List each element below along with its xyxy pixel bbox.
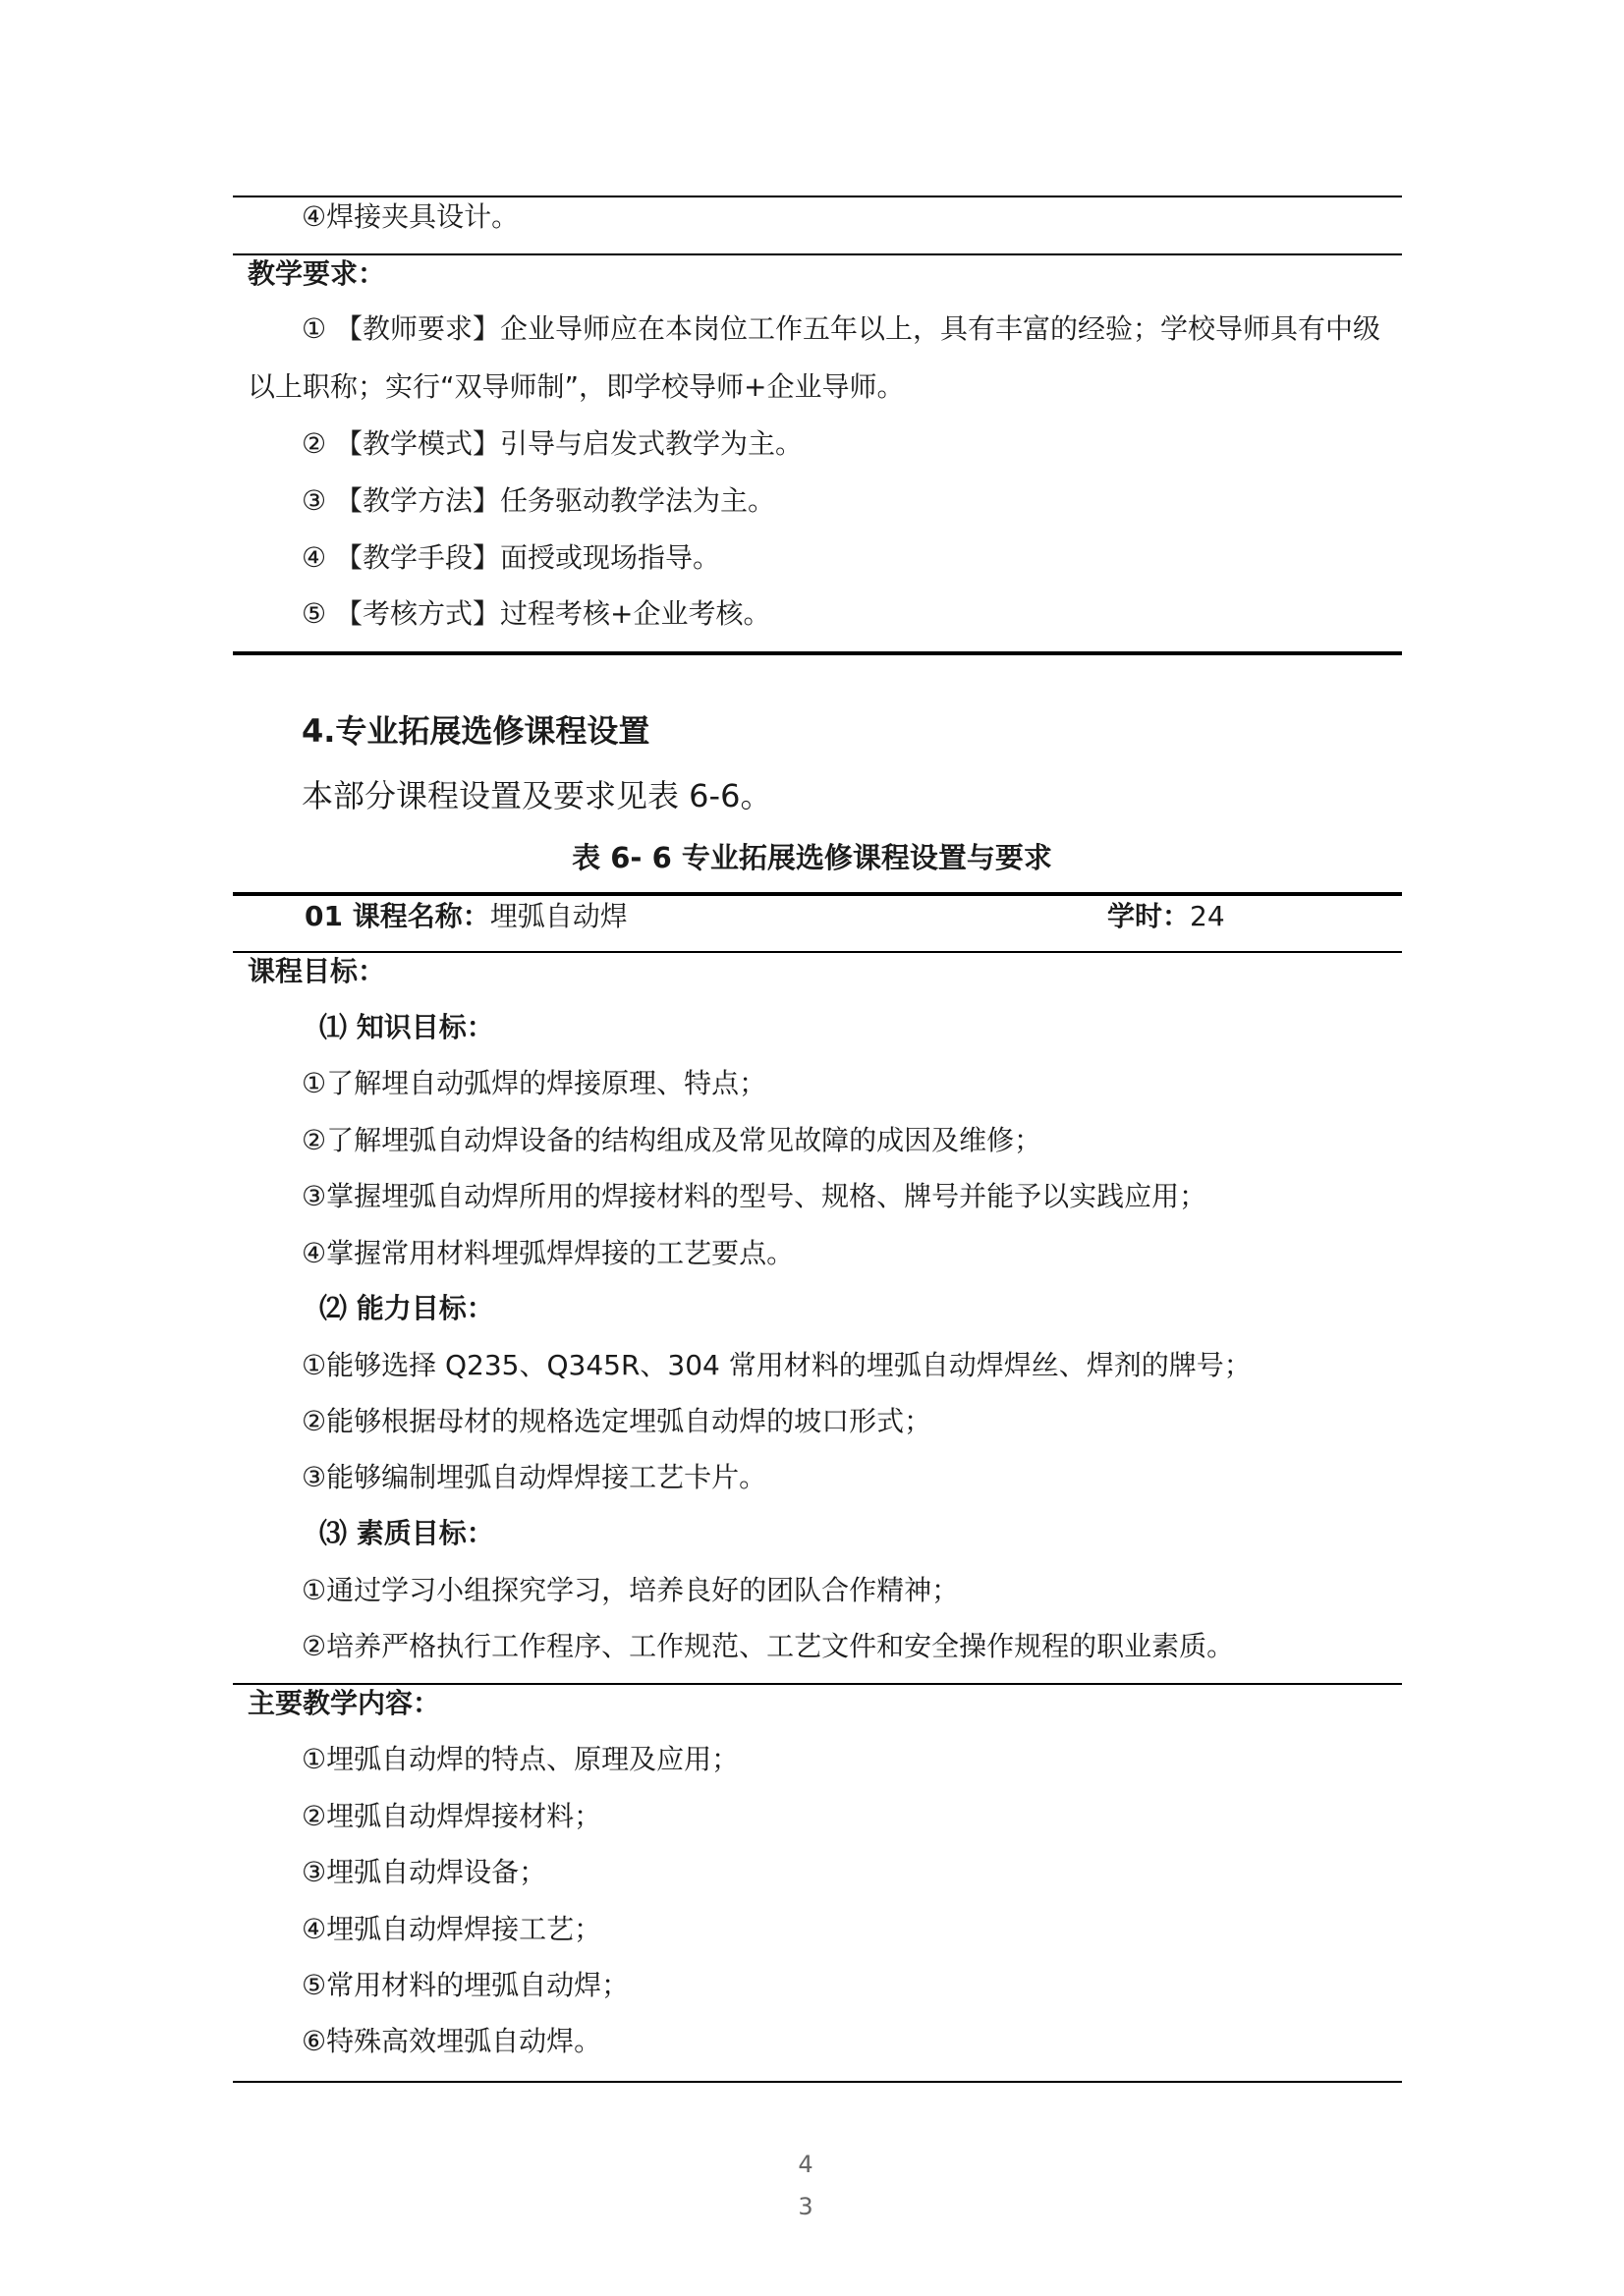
teaching-content-label: 主要教学内容： xyxy=(248,1687,441,1719)
teaching-req-item: ③ 【教学方法】任务驱动教学法为主。 xyxy=(302,484,776,517)
teaching-req-item: ② 【教学模式】引导与启发式教学为主。 xyxy=(302,427,804,460)
course-hours-value: 24 xyxy=(1190,900,1225,932)
page-number: 4 xyxy=(798,2151,813,2178)
course-hours-label: 学时： xyxy=(1107,900,1191,932)
teaching-content-item: ⑤常用材料的埋弧自动焊； xyxy=(302,1969,630,2001)
teaching-req-item-continued: 以上职称；实行“双导师制”，即学校导师+企业导师。 xyxy=(248,370,905,403)
knowledge-goal-item: ②了解埋弧自动焊设备的结构组成及常见故障的成因及维修； xyxy=(302,1124,1042,1156)
teaching-requirements-label: 教学要求： xyxy=(248,257,386,290)
teaching-content-item: ⑥特殊高效埋弧自动焊。 xyxy=(302,2025,602,2057)
section-intro: 本部分课程设置及要求见表 6-6。 xyxy=(302,777,772,814)
course-name-value: 埋弧自动焊 xyxy=(489,900,628,932)
teaching-content-item: ③埋弧自动焊设备； xyxy=(302,1856,547,1888)
knowledge-goal-item: ①了解埋自动弧焊的焊接原理、特点； xyxy=(302,1067,767,1099)
teaching-req-item: ⑤ 【考核方式】过程考核+企业考核。 xyxy=(302,597,771,630)
knowledge-goal-item: ③掌握埋弧自动焊所用的焊接材料的型号、规格、牌号并能予以实践应用； xyxy=(302,1180,1207,1212)
table-rule xyxy=(233,951,1402,953)
quality-goals-label: ⑶ 素质目标： xyxy=(319,1517,494,1549)
page-number-secondary: 3 xyxy=(798,2193,813,2220)
teaching-content-item: ②埋弧自动焊焊接材料； xyxy=(302,1800,602,1832)
quality-goal-item: ①通过学习小组探究学习，培养良好的团队合作精神； xyxy=(302,1574,960,1606)
ability-goal-item: ②能够根据母材的规格选定埋弧自动焊的坡口形式； xyxy=(302,1405,932,1437)
table-bottom-rule xyxy=(233,651,1402,655)
course-goals-label: 课程目标： xyxy=(248,955,386,987)
teaching-req-item: ④ 【教学手段】面授或现场指导。 xyxy=(302,541,721,574)
course-name-row xyxy=(305,897,628,936)
quality-goal-item: ②培养严格执行工作程序、工作规范、工艺文件和安全操作规程的职业素质。 xyxy=(302,1630,1235,1662)
course-name-label: 01 课程名称： xyxy=(305,900,490,932)
knowledge-goal-item: ④掌握常用材料埋弧焊焊接的工艺要点。 xyxy=(302,1237,795,1269)
teaching-content-item: ④埋弧自动焊焊接工艺； xyxy=(302,1913,602,1945)
ability-goal-item: ①能够选择 Q235、Q345R、304 常用材料的埋弧自动焊焊丝、焊剂的牌号； xyxy=(302,1349,1252,1381)
course-hours xyxy=(1107,897,1225,936)
table-caption: 表 6- 6 专业拓展选修课程设置与要求 xyxy=(572,841,1052,874)
ability-goal-item: ③能够编制埋弧自动焊焊接工艺卡片。 xyxy=(302,1461,767,1493)
section-heading: 4.专业拓展选修课程设置 xyxy=(302,712,650,750)
content-item: ④焊接夹具设计。 xyxy=(302,200,520,233)
knowledge-goals-label: ⑴ 知识目标： xyxy=(319,1011,494,1043)
table-top-rule xyxy=(233,892,1402,896)
table-rule xyxy=(233,253,1402,255)
teaching-req-item: ① 【教师要求】企业导师应在本岗位工作五年以上，具有丰富的经验；学校导师具有中级 xyxy=(302,312,1381,345)
ability-goals-label: ⑵ 能力目标： xyxy=(319,1292,494,1324)
table-bottom-rule xyxy=(233,2081,1402,2083)
teaching-content-item: ①埋弧自动焊的特点、原理及应用； xyxy=(302,1743,740,1775)
